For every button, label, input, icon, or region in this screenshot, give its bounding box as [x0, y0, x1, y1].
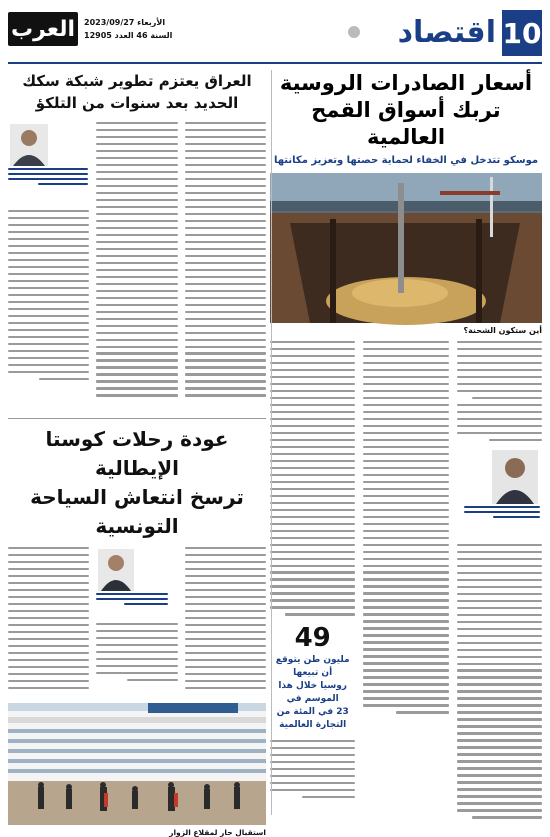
- masthead-rule: [8, 62, 542, 64]
- issue-info: [84, 16, 172, 42]
- iraq-headline-line-2: الحديد بعد سنوات من التلكؤ: [35, 94, 239, 112]
- author-box: [457, 446, 542, 538]
- column-divider: [271, 70, 272, 815]
- pull-quote-number: 49: [294, 622, 331, 653]
- main-column-3-text: [270, 341, 355, 616]
- main-subheadline: موسكو تتدخل في الخفاء لحماية حصتها وتعزيز مكانتها: [273, 155, 539, 166]
- pull-quote-line-3: 23 في المئة من التجارة العالمية: [276, 706, 349, 730]
- costa-column-2-text: [96, 623, 177, 681]
- iraq-headline: [8, 70, 266, 114]
- issue-numbers: السنة 46 العدد 12905: [84, 31, 173, 40]
- main-headline-line-1: أسعار الصادرات الروسية: [279, 71, 533, 95]
- expert-box: [8, 122, 89, 204]
- costa-headline-line-2: ترسخ انتعاش السياحة التونسية: [30, 485, 244, 538]
- executive-box: [96, 547, 177, 619]
- costa-headline: [8, 425, 266, 541]
- main-column-1-text-2: [457, 544, 542, 819]
- issue-date: الأربعاء 2023/09/27: [84, 18, 166, 27]
- costa-headline-line-1: عودة رحلات كوستا الإيطالية: [45, 427, 229, 480]
- ship-cargo-illustration: [270, 173, 542, 323]
- iraq-column-1: [185, 122, 266, 412]
- main-column-3: [270, 341, 355, 823]
- iraq-column-2: [96, 122, 177, 412]
- executive-photo: [98, 549, 134, 591]
- story-divider: [8, 418, 266, 419]
- main-column-2: [363, 341, 448, 823]
- main-headline-line-2: تربك أسواق القمح العالمية: [311, 98, 501, 149]
- executive-credit: [96, 593, 168, 610]
- main-column-1-text: [457, 341, 542, 441]
- main-column-1: [457, 341, 542, 823]
- masthead: [8, 8, 542, 60]
- pull-quote: [270, 624, 355, 732]
- costa-story-body: [8, 547, 266, 697]
- iraq-column-3: [8, 122, 89, 412]
- pull-quote-line-2: روسيا خلال هذا الموسم في: [278, 680, 347, 704]
- expert-credit: [8, 168, 88, 190]
- section-number: 10: [502, 10, 542, 56]
- main-column-3-text-2: [270, 740, 355, 798]
- ship-photo-caption: أين ستكون الشحنة؟: [463, 326, 542, 335]
- iraq-story-body: [8, 122, 266, 412]
- costa-column-3: [8, 547, 89, 697]
- costa-column-1: [185, 547, 266, 697]
- main-headline: [270, 70, 542, 151]
- costa-column-2: [96, 547, 177, 697]
- ship-cargo-photo: [270, 173, 542, 323]
- author-credit: [464, 506, 540, 523]
- cruise-photo-caption: استقبال حار لمقلاع الزوار: [169, 828, 266, 837]
- author-photo: [492, 450, 538, 504]
- section-quote-icon: [348, 26, 360, 38]
- main-column-2-text: [363, 341, 448, 714]
- pull-quote-text: [270, 654, 355, 732]
- cruise-ship-illustration: [8, 703, 266, 825]
- iraq-column-3-text: [8, 210, 89, 380]
- iraq-headline-line-1: العراق يعتزم تطوير شبكة سكك: [22, 72, 252, 90]
- section-name: اقتصاد: [397, 15, 496, 50]
- costa-column-3-text: [8, 547, 89, 689]
- newspaper-logo: العرب: [8, 12, 78, 46]
- costa-column-1-text: [185, 547, 266, 689]
- left-column: [8, 70, 266, 837]
- iraq-column-2-text: [96, 122, 177, 397]
- iraq-column-1-text: [185, 122, 266, 397]
- expert-photo: [10, 124, 48, 166]
- cruise-ship-photo: [8, 703, 266, 825]
- pull-quote-line-1: مليون طن يتوقع أن تبيعها: [275, 654, 350, 678]
- main-story: [270, 70, 542, 815]
- main-story-columns: [270, 341, 542, 823]
